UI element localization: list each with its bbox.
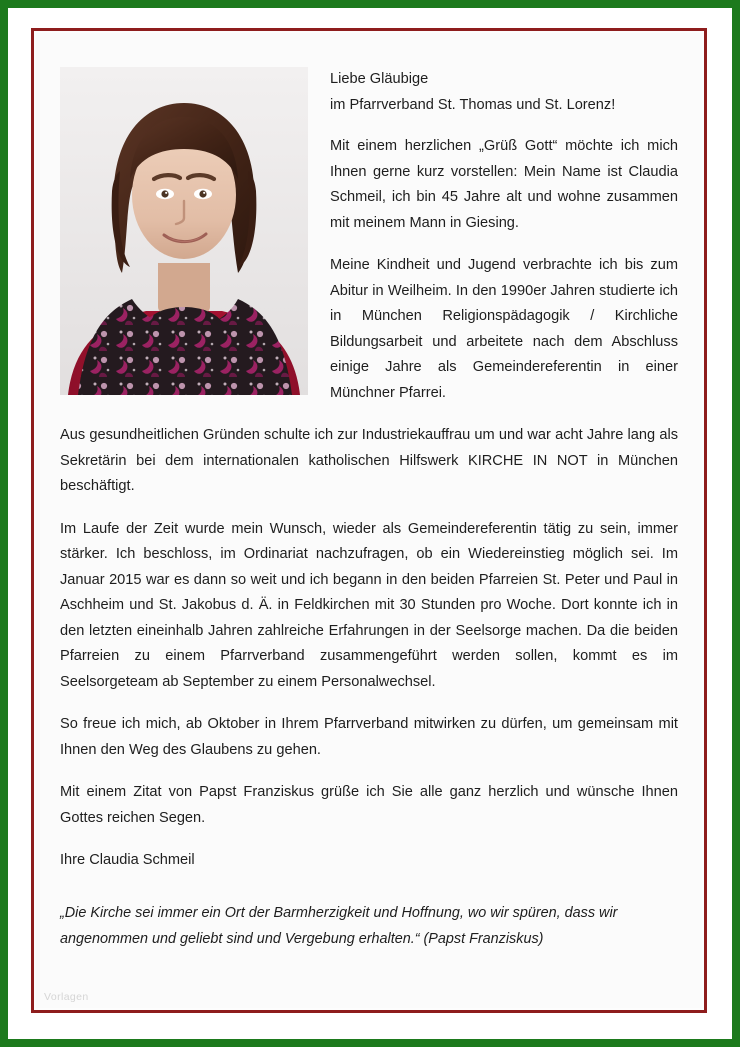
body-paragraph-3: So freue ich mich, ab Oktober in Ihrem Pfarrverband mitwirken zu dürfen, um gemeinsam mit Ihnen den Weg des Glaubens zu gehen.	[60, 716, 678, 758]
intro-block	[60, 67, 678, 423]
watermark-label: Vorlagen	[44, 991, 89, 1003]
body-paragraph-1: Aus gesundheitlichen Gründen schulte ich zur Industriekauffrau um und war acht Jahre lang als Sekretärin bei dem internationalen katholischen Hilfswerk KIRCHE IN NOT in München beschäftigt.	[60, 427, 678, 494]
body-paragraph-4: Mit einem Zitat von Papst Franziskus grüße ich Sie alle ganz herzlich und wünsche Ihnen Gottes reichen Segen.	[60, 784, 678, 826]
closing-quote: „Die Kirche sei immer ein Ort der Barmherzigkeit und Hoffnung, wo wir spüren, dass wir angenommen und geliebt sind und Vergebung erhalten.“ (Papst Franziskus)	[60, 904, 618, 947]
letter-content	[60, 67, 678, 969]
signature: Ihre Claudia Schmeil	[60, 852, 195, 868]
portrait-illustration	[60, 67, 308, 395]
portrait-photo	[60, 67, 308, 395]
intro-paragraph-2: Meine Kindheit und Jugend verbrachte ich bis zum Abitur in Weilheim. In den 1990er Jahren studierte ich in München Religionspädagogik / Kirchliche Bildungsarbeit und arbeitete nach dem Abschluss einige Jahre als Gemeindereferentin in einer Münchner Pfarrei.	[330, 257, 678, 401]
intro-paragraph-1: Mit einem herzlichen „Grüß Gott“ möchte ich mich Ihnen gerne kurz vorstellen: Mein Name ist Claudia Schmeil, ich bin 45 Jahre alt und wohne zusammen mit meinem Mann in Giesing.	[330, 138, 678, 231]
body-paragraph-2: Im Laufe der Zeit wurde mein Wunsch, wieder als Gemeindereferentin tätig zu sein, immer stärker. Ich beschloss, im Ordinariat nachzufragen, ob ein Wiedereinstieg möglich sei. Im Januar 2015 war es dann so weit und ich begann in den beiden Pfarreien St. Peter und Paul in Aschheim und St. Jakobus d. Ä. in Feldkirchen mit 30 Stunden pro Woche. Dort konnte ich in den letzten eineinhalb Jahren zahlreiche Erfahrungen in der Seelsorge machen. Da die beiden Pfarreien zu einem Pfarrverband zusammengeführt werden sollen, kommt es im Seelsorgeteam ab September zu einem Personalwechsel.	[60, 520, 678, 690]
letter-sheet	[31, 28, 707, 1013]
body-block	[60, 423, 678, 874]
salutation-line-2: im Pfarrverband St. Thomas und St. Lorenz!	[330, 96, 616, 113]
salutation-line-1: Liebe Gläubige	[330, 71, 429, 87]
page-gutter	[8, 8, 732, 1039]
